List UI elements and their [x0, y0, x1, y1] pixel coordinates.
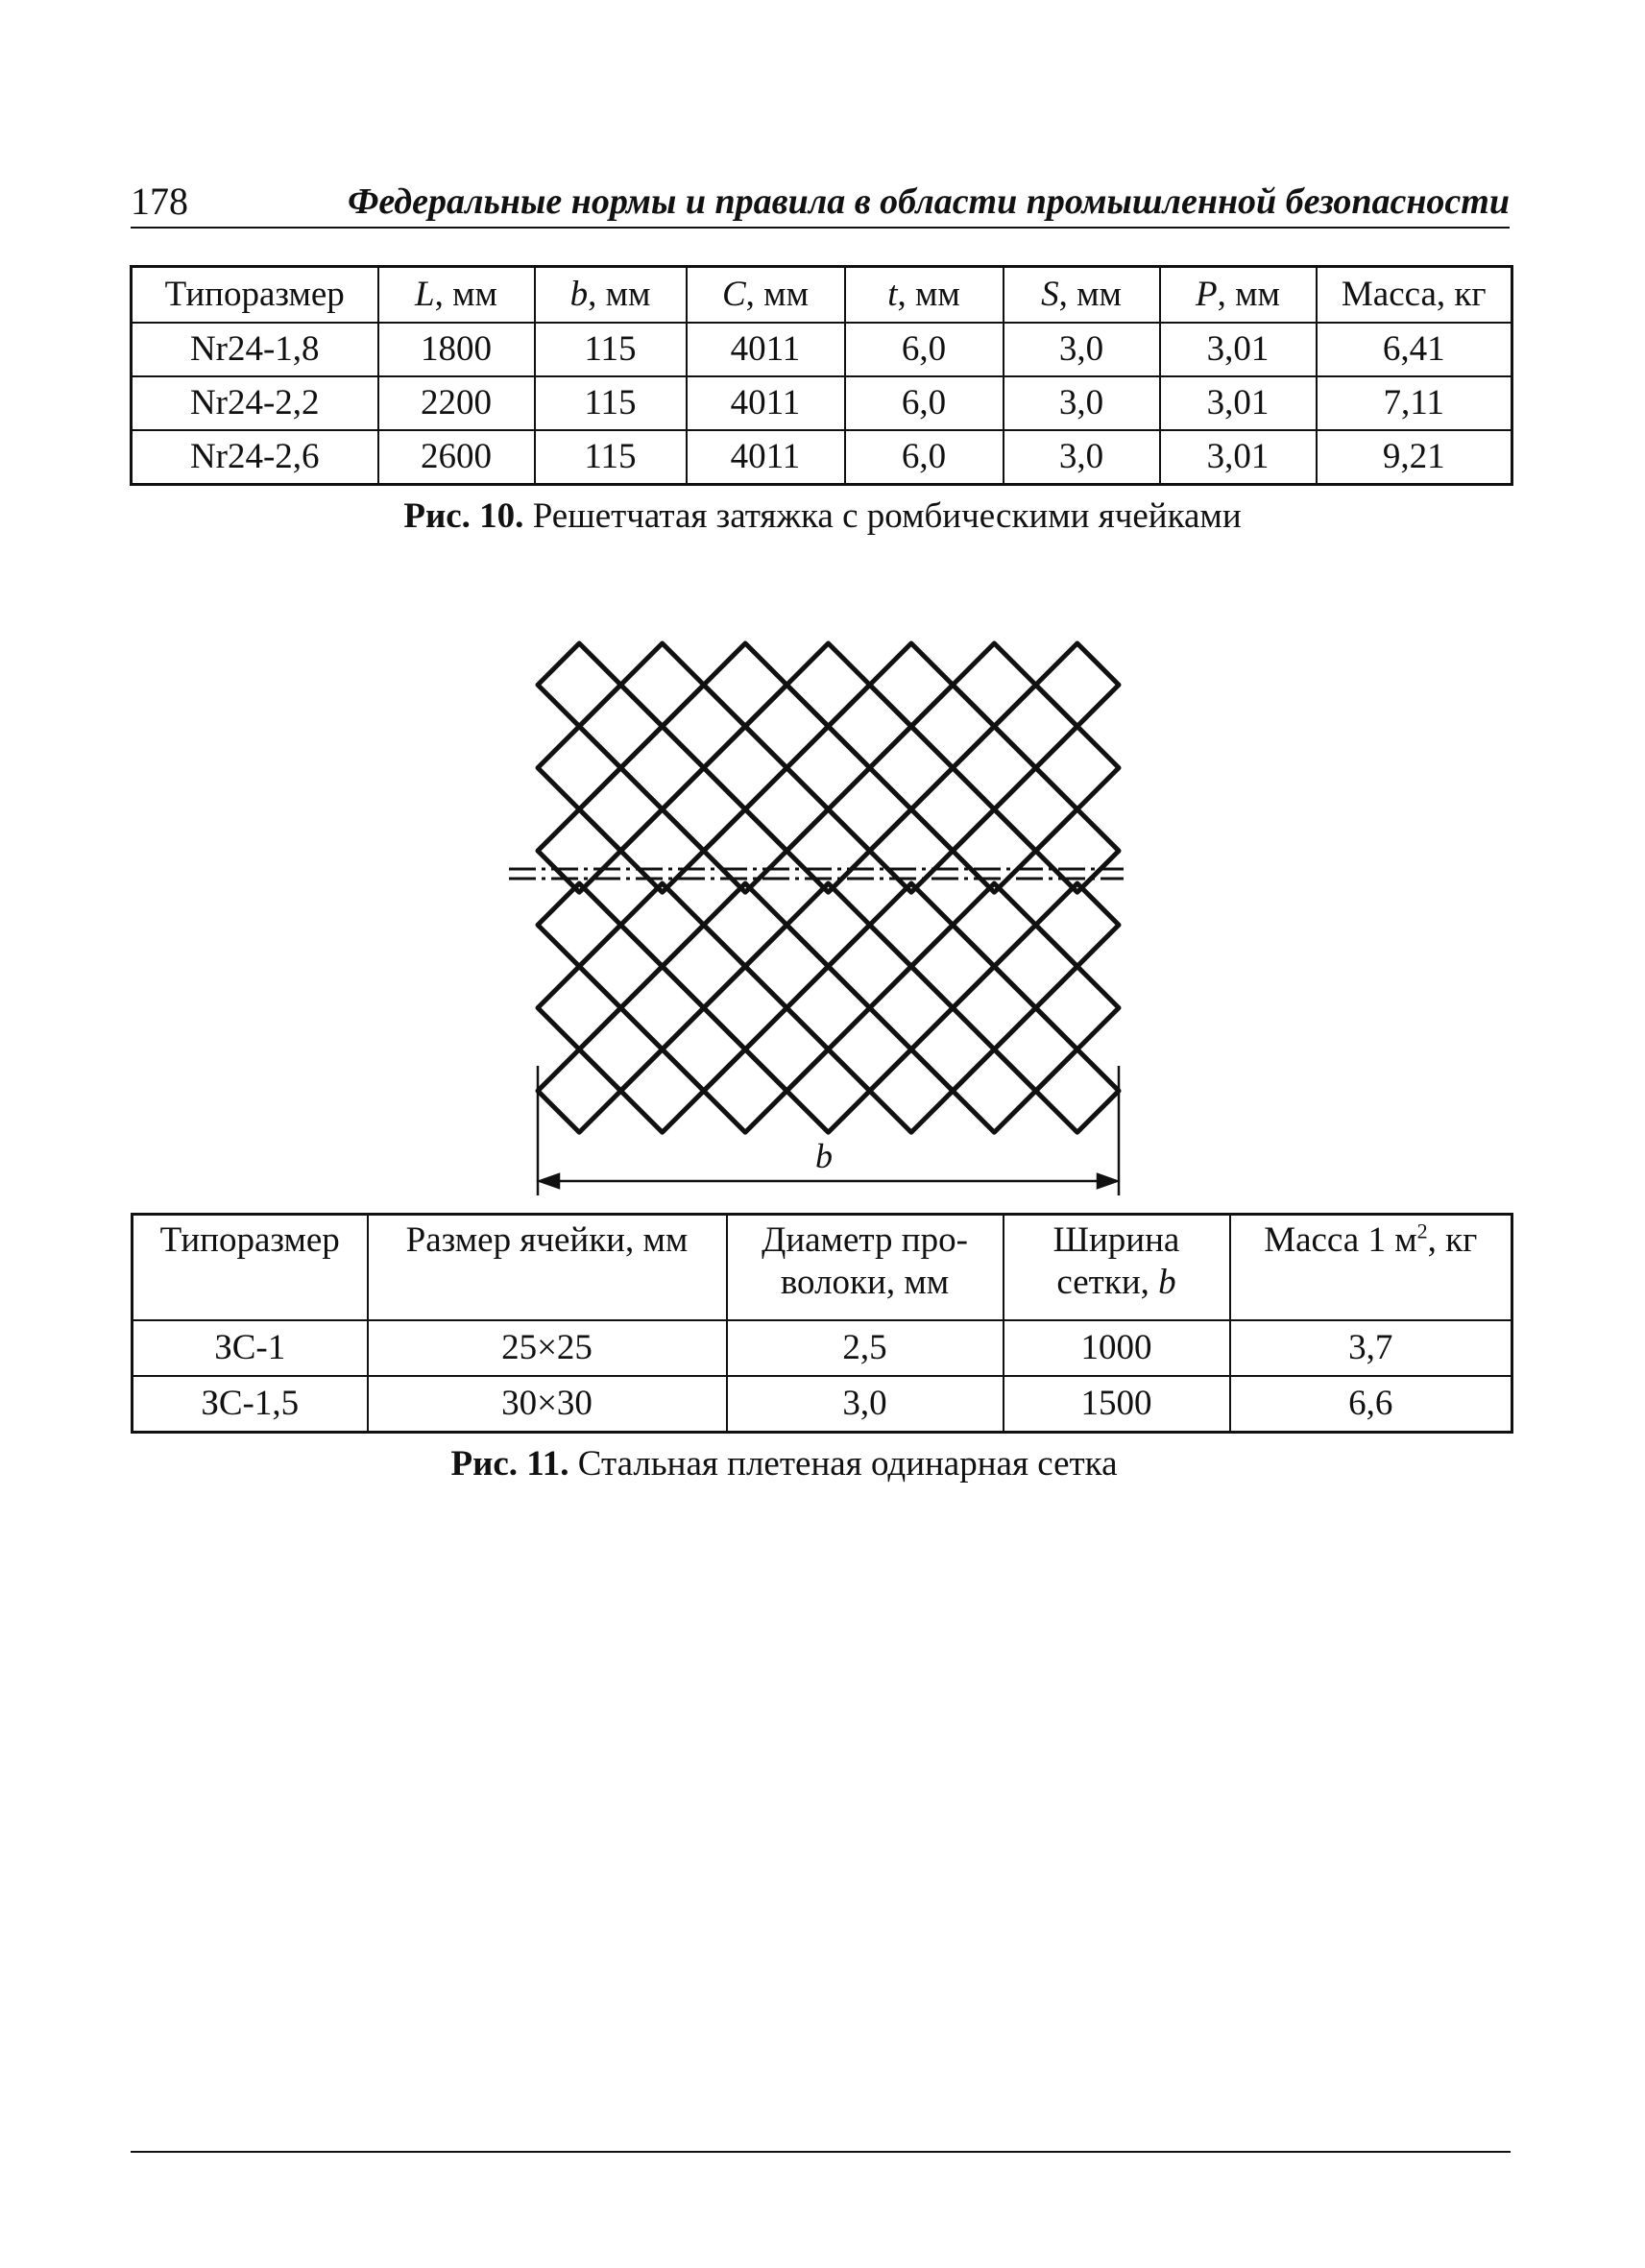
- mesh-cell: [870, 643, 953, 726]
- figure-10-caption: [0, 495, 1645, 538]
- caption-text: Стальная плетеная одинарная сетка: [568, 1444, 1118, 1484]
- header-cell: Типоразмер: [133, 1215, 368, 1321]
- mesh-cell: [745, 1008, 828, 1091]
- mesh-cell: [704, 643, 786, 726]
- mesh-cell: [1036, 883, 1119, 966]
- table-cell: Nr24-2,2: [132, 376, 378, 430]
- table-cell: 3,0: [1004, 323, 1160, 376]
- table-cell: 2600: [378, 430, 535, 485]
- mesh-cell: [870, 966, 953, 1049]
- mesh-cell: [704, 966, 786, 1049]
- figure-11-caption: [0, 1443, 1607, 1485]
- mesh-cell: [1036, 643, 1119, 726]
- mesh-cell: [911, 1008, 994, 1091]
- caption-label: Рис. 10.: [403, 496, 524, 536]
- header-cell: t, мм: [845, 267, 1004, 324]
- header-cell: S, мм: [1004, 267, 1160, 324]
- mesh-cell: [994, 685, 1077, 767]
- mesh-cell: [911, 925, 994, 1007]
- header-cell: P, мм: [1160, 267, 1317, 324]
- header-cell: Масса, кг: [1317, 267, 1512, 324]
- mesh-cell: [829, 925, 911, 1007]
- mesh-cell: [786, 1050, 869, 1132]
- table-cell: 9,21: [1317, 430, 1512, 485]
- mesh-cell: [953, 966, 1035, 1049]
- mesh-cell: [663, 925, 745, 1007]
- mesh-sizes-table: [131, 1213, 1513, 1434]
- mesh-cell: [870, 726, 953, 808]
- table-cell: Nr24-2,6: [132, 430, 378, 485]
- header-cell: Размер ячейки, мм: [368, 1215, 727, 1321]
- table-cell: 3,7: [1230, 1320, 1512, 1376]
- header-cell: Масса 1 $м^2$, кг: [1230, 1215, 1512, 1321]
- caption-text: Решетчатая затяжка с ромбическими ячейками: [523, 496, 1242, 536]
- table-row: [133, 1320, 1512, 1376]
- table-row: [133, 1376, 1512, 1433]
- tie-sizes-table: [130, 265, 1513, 486]
- mesh-cell: [538, 726, 620, 808]
- header-cell: b, мм: [535, 267, 687, 324]
- page-header: [131, 171, 1510, 229]
- mesh-cell: [704, 726, 786, 808]
- table-cell: 3,0: [1004, 430, 1160, 485]
- header-cell: Ширина сетки, b: [1004, 1215, 1230, 1321]
- mesh-cell: [1036, 726, 1119, 808]
- table-cell: 115: [535, 430, 687, 485]
- table-cell: 6,0: [845, 323, 1004, 376]
- mesh-cell: [663, 685, 745, 767]
- table-cell: 3,01: [1160, 376, 1317, 430]
- mesh-cell: [538, 966, 620, 1049]
- mesh-cell: [745, 768, 828, 851]
- table-cell: 115: [535, 376, 687, 430]
- mesh-cell: [829, 1008, 911, 1091]
- mesh-cell: [579, 925, 662, 1007]
- mesh-cell: [704, 883, 786, 966]
- mesh-cell: [704, 1050, 786, 1132]
- table-header-row: [132, 267, 1512, 324]
- page-number: 178: [131, 180, 188, 223]
- table-cell: 3,0: [727, 1376, 1004, 1433]
- header-cell: L, мм: [378, 267, 535, 324]
- mesh-cell: [579, 685, 662, 767]
- mesh-cell: [1036, 966, 1119, 1049]
- mesh-cell: [620, 643, 703, 726]
- caption-label: Рис. 11.: [450, 1444, 569, 1484]
- mesh-cell: [911, 685, 994, 767]
- table-header-row: [133, 1215, 1512, 1321]
- mesh-figure: [499, 624, 1133, 1200]
- mesh-cell: [620, 883, 703, 966]
- mesh-cell: [579, 1008, 662, 1091]
- mesh-upper-half: [538, 643, 1119, 892]
- table-cell: 2,5: [727, 1320, 1004, 1376]
- header-cell: Диаметр про- волоки, мм: [727, 1215, 1004, 1321]
- running-title: Федеральные нормы и правила в области промышленной безопасности: [348, 181, 1510, 222]
- table-cell: ЗС-1: [133, 1320, 368, 1376]
- table-cell: 3,01: [1160, 323, 1317, 376]
- table-cell: 1800: [378, 323, 535, 376]
- mesh-cell: [745, 685, 828, 767]
- table-cell: 6,0: [845, 430, 1004, 485]
- mesh-cell: [953, 1050, 1035, 1132]
- table-cell: 4011: [687, 323, 845, 376]
- mesh-cell: [786, 726, 869, 808]
- mesh-cell: [870, 883, 953, 966]
- table-cell: 1500: [1004, 1376, 1230, 1433]
- mesh-cell: [994, 768, 1077, 851]
- mesh-cell: [538, 883, 620, 966]
- dimension-label-b: b: [815, 1137, 833, 1175]
- table-cell: 6,41: [1317, 323, 1512, 376]
- table-row: [132, 376, 1512, 430]
- mesh-cell: [870, 1050, 953, 1132]
- table-cell: 115: [535, 323, 687, 376]
- mesh-cell: [786, 966, 869, 1049]
- table-cell: 2200: [378, 376, 535, 430]
- table-cell: 4011: [687, 430, 845, 485]
- mesh-cell: [953, 883, 1035, 966]
- table-cell: 25×25: [368, 1320, 727, 1376]
- mesh-cell: [786, 883, 869, 966]
- table-cell: 3,01: [1160, 430, 1317, 485]
- mesh-cell: [829, 685, 911, 767]
- mesh-cell: [620, 726, 703, 808]
- mesh-cell: [953, 643, 1035, 726]
- mesh-cell: [620, 966, 703, 1049]
- table-row: [132, 430, 1512, 485]
- footer-rule: [131, 2151, 1511, 2153]
- table-cell: 4011: [687, 376, 845, 430]
- mesh-lower-half: [538, 883, 1119, 1132]
- mesh-cell: [538, 1050, 620, 1132]
- mesh-cell: [620, 1050, 703, 1132]
- header-cell: Типоразмер: [132, 267, 378, 324]
- mesh-cell: [953, 726, 1035, 808]
- table-cell: 3,0: [1004, 376, 1160, 430]
- mesh-cell: [579, 768, 662, 851]
- mesh-cell: [1036, 1050, 1119, 1132]
- mesh-cell: [745, 925, 828, 1007]
- mesh-cell: [663, 1008, 745, 1091]
- table-cell: 7,11: [1317, 376, 1512, 430]
- table-cell: 30×30: [368, 1376, 727, 1433]
- mesh-cell: [911, 768, 994, 851]
- mesh-cell: [663, 768, 745, 851]
- table-cell: 6,6: [1230, 1376, 1512, 1433]
- table-row: [132, 323, 1512, 376]
- table-cell: 6,0: [845, 376, 1004, 430]
- mesh-cell: [538, 643, 620, 726]
- table-cell: Nr24-1,8: [132, 323, 378, 376]
- mesh-cell: [994, 925, 1077, 1007]
- mesh-cell: [994, 1008, 1077, 1091]
- mesh-cell: [829, 768, 911, 851]
- table-cell: ЗС-1,5: [133, 1376, 368, 1433]
- header-cell: C, мм: [687, 267, 845, 324]
- table-cell: 1000: [1004, 1320, 1230, 1376]
- mesh-cell: [786, 643, 869, 726]
